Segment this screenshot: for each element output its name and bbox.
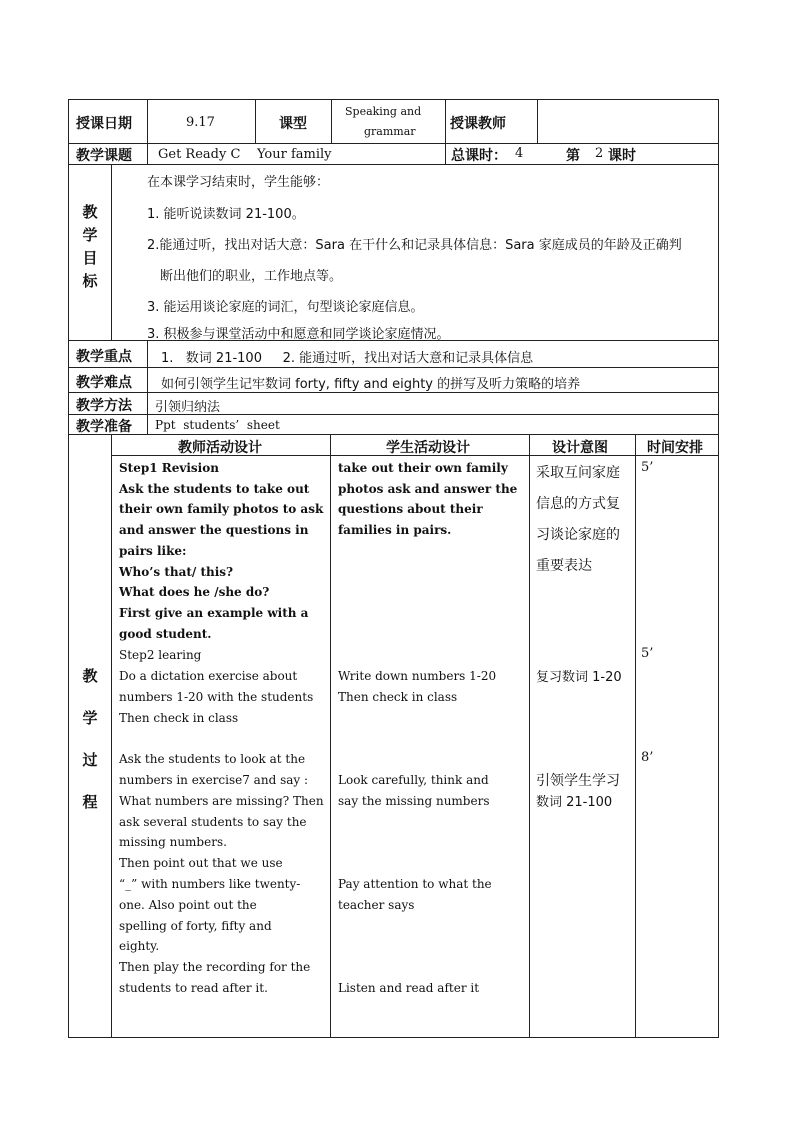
goal-item: 1. 能听说读数词 21-100。 (147, 207, 305, 222)
goals-label (80, 201, 100, 293)
teacher-line: What numbers are missing? Then (119, 794, 324, 808)
date-label: 授课日期 (76, 116, 132, 132)
col-divider (445, 99, 446, 164)
teacher-line: What does he /she do? (119, 585, 270, 599)
table-border-bottom (68, 1037, 719, 1038)
teacher-line: missing numbers. (119, 835, 227, 849)
total-periods-label: 总课时： (451, 148, 507, 164)
key-points-label: 教学重点 (76, 349, 132, 365)
key-points-value: 1. 数词 21-100 2. 能通过听，找出对话大意和记录具体信息 (161, 351, 534, 366)
goal-item: 3. 积极参与课堂活动中和愿意和同学谈论家庭情况。 (147, 327, 450, 342)
teacher-line: Then check in class (119, 711, 239, 725)
teacher-line: their own family photos to ask (119, 502, 324, 516)
row-divider (68, 434, 719, 435)
process-label-char: 程 (82, 793, 98, 811)
intent-line: 习谈论家庭的 (536, 527, 620, 543)
process-col-divider (529, 434, 530, 1038)
teacher-line: First give an example with a (119, 606, 309, 620)
teacher-line: numbers in exercise7 and say : (119, 773, 309, 787)
method-value: 引领归纳法 (155, 400, 221, 415)
goals-label-char: 目 (82, 249, 98, 267)
col-header-teacher: 教师活动设计 (178, 440, 262, 456)
col-header-time: 时间安排 (647, 440, 703, 456)
student-line: take out their own family (338, 461, 508, 475)
goals-intro: 在本课学习结束时，学生能够： (147, 175, 330, 190)
teacher-line: spelling of forty, fifty and (119, 919, 272, 933)
process-label-char: 学 (82, 709, 98, 727)
student-line: Look carefully, think and (338, 773, 489, 787)
row-divider (68, 367, 719, 368)
topic-value-line2: grammar (364, 125, 416, 138)
period-prefix: 第 (566, 148, 580, 164)
method-label: 教学方法 (76, 398, 132, 414)
teacher-line: Ask the students to look at the (119, 752, 306, 766)
date-value: 9.17 (186, 115, 215, 130)
time-value: 5’ (641, 460, 654, 475)
teacher-line: Step1 Revision (119, 461, 219, 475)
col-header-intent: 设计意图 (552, 440, 608, 456)
goal-item: 2.能通过听，找出对话大意：Sara 在干什么和记录具体信息：Sara 家庭成员的年龄及正确判 (147, 238, 682, 253)
teacher-line: and answer the questions in (119, 523, 309, 537)
goal-item: 断出他们的职业，工作地点等。 (160, 269, 343, 284)
goals-label-char: 标 (82, 272, 98, 290)
intent-line: 信息的方式复 (536, 496, 620, 512)
lesson-title-label: 教学课题 (76, 148, 132, 164)
teacher-line: eighty. (119, 939, 160, 953)
difficulties-label: 教学难点 (76, 375, 132, 391)
intent-line: 采取互问家庭 (536, 465, 620, 481)
difficulties-value: 如何引领学生记牢数词 forty, fifty and eighty 的拼写及听力策略的培养 (161, 377, 581, 392)
teacher-line: Who’s that/ this? (119, 565, 234, 579)
process-col-divider (330, 434, 331, 1038)
goals-label-char: 教 (82, 203, 98, 221)
table-border-top (68, 99, 719, 100)
table-border-left (68, 99, 69, 1038)
intent-line: 数词 21-100 (536, 795, 613, 810)
teacher-line: Ask the students to take out (119, 482, 310, 496)
teacher-line: numbers 1-20 with the students (119, 690, 314, 704)
goals-label-char: 学 (82, 226, 98, 244)
intent-line: 重要表达 (536, 558, 592, 574)
student-line: Write down numbers 1-20 (338, 669, 497, 683)
process-label-char: 教 (82, 667, 98, 685)
table-border-right (718, 99, 719, 1038)
intent-line: 引领学生学习 (536, 773, 620, 789)
topic-value-line1: Speaking and (345, 105, 422, 118)
process-label-char: 过 (82, 751, 98, 769)
label-col-divider (147, 340, 148, 435)
teacher-line: pairs like: (119, 544, 187, 558)
student-line: say the missing numbers (338, 794, 490, 808)
teacher-line: ask several students to say the (119, 815, 307, 829)
teacher-line: Do a dictation exercise about (119, 669, 298, 683)
process-label-divider (111, 164, 112, 341)
col-header-student: 学生活动设计 (386, 440, 470, 456)
col-divider (147, 143, 148, 164)
process-label-divider (111, 434, 112, 1038)
teacher-label: 授课教师 (450, 116, 506, 132)
col-divider (147, 99, 148, 144)
total-periods-value: 4 (515, 146, 524, 161)
teacher-line: good student. (119, 627, 212, 641)
row-divider (68, 143, 719, 144)
teacher-line: “_” with numbers like twenty- (119, 877, 301, 891)
intent-line: 复习数词 1-20 (536, 670, 622, 685)
student-line: photos ask and answer the (338, 482, 518, 496)
col-divider (255, 99, 256, 144)
student-line: Then check in class (338, 690, 458, 704)
student-line: Pay attention to what the (338, 877, 492, 891)
preparation-value: Ppt students’ sheet (155, 418, 280, 432)
teacher-line: one. Also point out the (119, 898, 257, 912)
lesson-title-value: Get Ready C Your family (158, 147, 332, 162)
teacher-line: Step2 learing (119, 648, 202, 662)
process-col-divider (635, 434, 636, 1038)
topic-label: 课型 (279, 116, 307, 132)
time-value: 8’ (641, 750, 654, 765)
time-value: 5’ (641, 646, 654, 661)
teacher-line: Then point out that we use (119, 856, 283, 870)
col-divider (331, 99, 332, 144)
col-divider (537, 99, 538, 144)
period-value: 2 (595, 146, 604, 161)
student-line: families in pairs. (338, 523, 452, 537)
teacher-line: students to read after it. (119, 981, 268, 995)
row-divider (68, 392, 719, 393)
goal-item: 3. 能运用谈论家庭的词汇，句型谈论家庭信息。 (147, 300, 424, 315)
period-suffix: 课时 (608, 148, 636, 164)
student-line: Listen and read after it (338, 981, 480, 995)
teacher-line: Then play the recording for the (119, 960, 311, 974)
student-line: teacher says (338, 898, 415, 912)
preparation-label: 教学准备 (76, 419, 132, 435)
student-line: questions about their (338, 502, 483, 516)
